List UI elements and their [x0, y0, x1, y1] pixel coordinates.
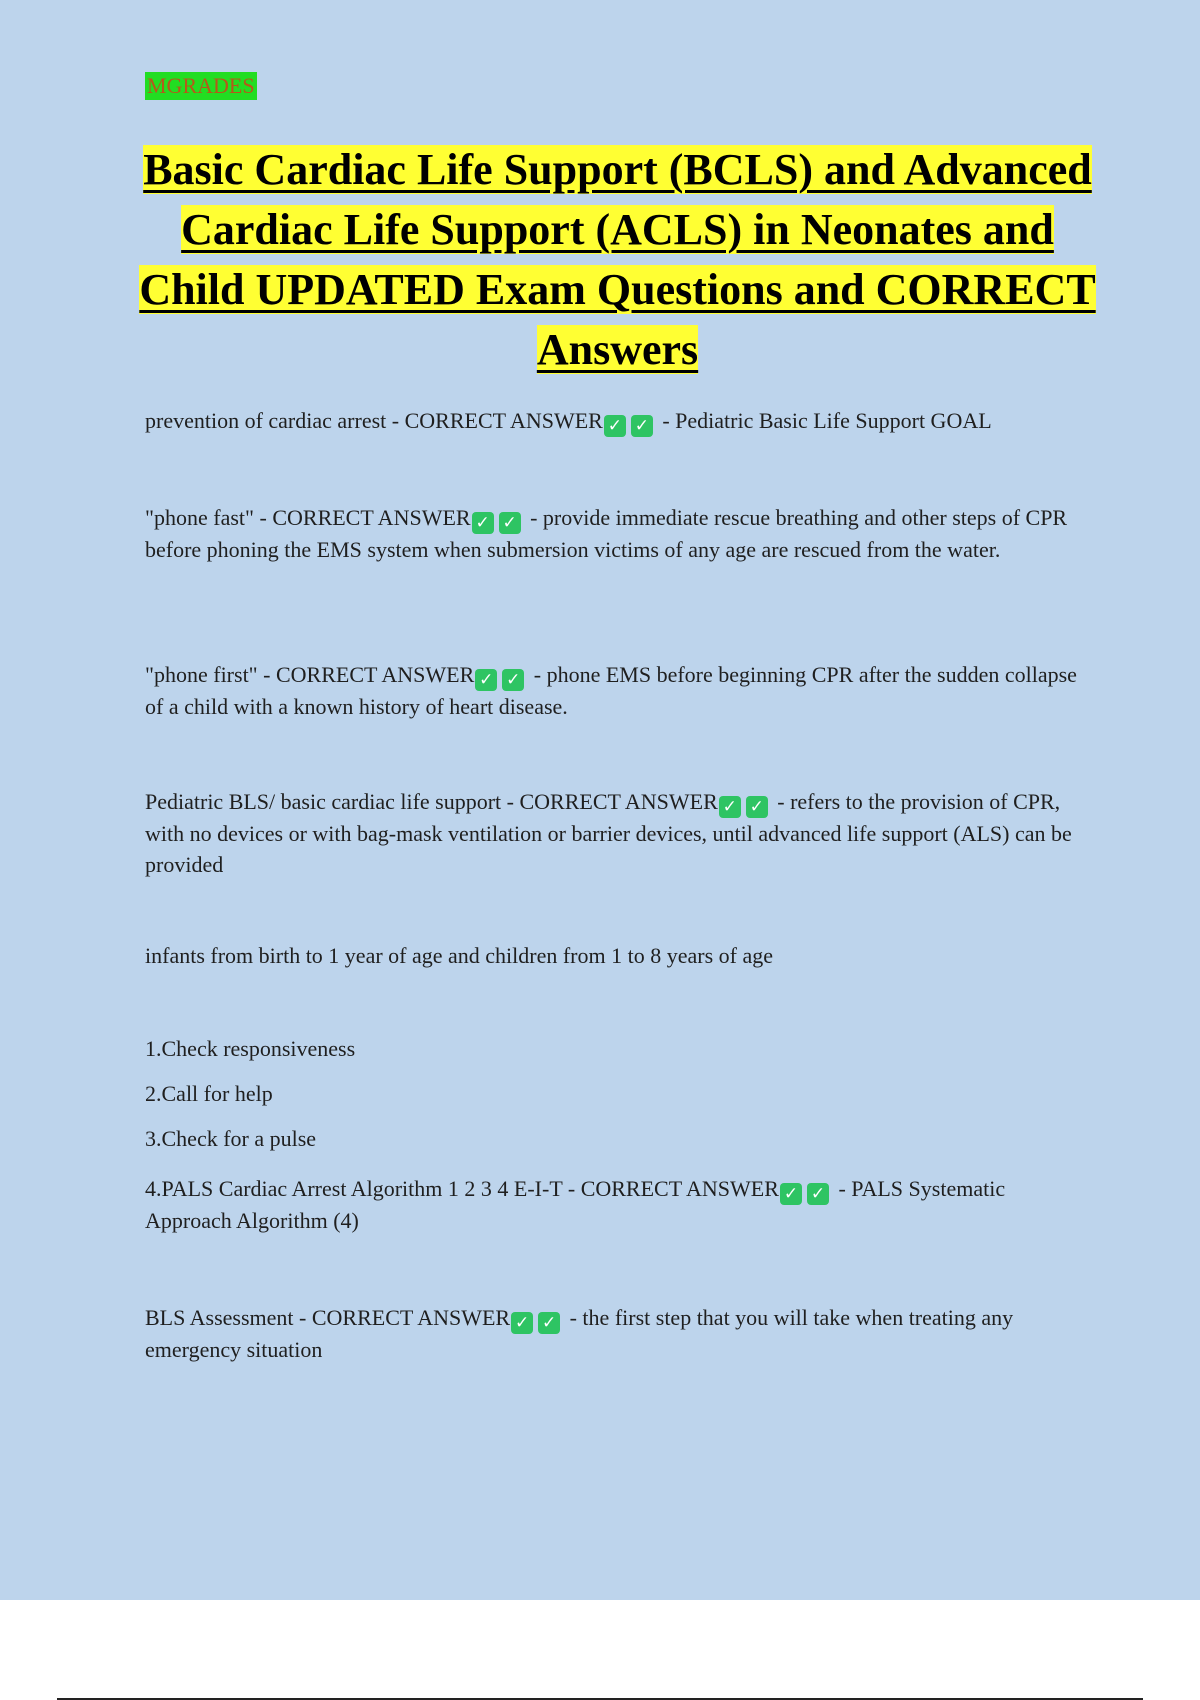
- qa-item: [145, 940, 1095, 971]
- answer-text: - refers to the provision of CPR, with no devices or with bag-mask ventilation or barrier devices, until advanced life support (ALS) can be provided: [145, 789, 1072, 877]
- answer-text: - provide immediate rescue breathing and other steps of CPR before phoning the EMS system when submersion victims of any age are rescued from the water.: [145, 505, 1068, 562]
- list-item: [145, 1033, 1095, 1064]
- check-square-icon: ✓: [502, 669, 524, 691]
- answer-text: - Pediatric Basic Life Support GOAL: [656, 408, 992, 433]
- brand-label: MGRADES: [147, 73, 255, 98]
- check-square-icon: ✓: [807, 1183, 829, 1205]
- question-text: BLS Assessment -: [145, 1305, 312, 1330]
- question-text: "phone fast" -: [145, 505, 273, 530]
- list-text: 3.Check for a pulse: [145, 1126, 317, 1151]
- check-square-icon: ✓: [499, 512, 521, 534]
- answer-text: - phone EMS before beginning CPR after the sudden collapse of a child with a known history of heart disease.: [145, 662, 1077, 719]
- answer-text: - the first step that you will take when treating any emergency situation: [145, 1305, 1014, 1362]
- qa-item: [145, 1173, 1095, 1236]
- answer-marker: CORRECT ANSWER: [580, 1176, 779, 1201]
- check-square-icon: ✓: [746, 796, 768, 818]
- check-square-icon: ✓: [472, 512, 494, 534]
- answer-marker: CORRECT ANSWER: [404, 408, 603, 433]
- list-text: 2.Call for help: [145, 1081, 273, 1106]
- question-text: Pediatric BLS/ basic cardiac life support -: [145, 789, 520, 814]
- list-text: infants from birth to 1 year of age and children from 1 to 8 years of age: [145, 943, 774, 968]
- qa-item: [145, 659, 1095, 722]
- answer-marker: CORRECT ANSWER: [519, 789, 718, 814]
- qa-item: [145, 405, 1095, 437]
- check-square-icon: ✓: [631, 415, 653, 437]
- answer-marker: CORRECT ANSWER: [276, 662, 475, 687]
- check-square-icon: ✓: [475, 669, 497, 691]
- qa-item: [145, 786, 1095, 880]
- answer-text: - PALS Systematic Approach Algorithm (4): [145, 1176, 1006, 1233]
- qa-item: [145, 1302, 1095, 1365]
- title-text: Basic Cardiac Life Support (BCLS) and Advanced Cardiac Life Support (ACLS) in Neonates and Child UPDATED Exam Questions and CORRECT Answers: [139, 145, 1096, 374]
- list-item: [145, 1078, 1095, 1109]
- check-square-icon: ✓: [538, 1312, 560, 1334]
- list-text: 1.Check responsiveness: [145, 1036, 356, 1061]
- document-title: [130, 140, 1105, 380]
- list-item: [145, 1123, 1095, 1154]
- answer-marker: CORRECT ANSWER: [311, 1305, 511, 1330]
- question-text: 4.PALS Cardiac Arrest Algorithm 1 2 3 4 E-I-T -: [145, 1176, 581, 1201]
- question-text: prevention of cardiac arrest -: [145, 408, 405, 433]
- check-square-icon: ✓: [511, 1312, 533, 1334]
- check-square-icon: ✓: [719, 796, 741, 818]
- question-text: "phone first" -: [145, 662, 276, 687]
- answer-marker: CORRECT ANSWER: [272, 505, 471, 530]
- check-square-icon: ✓: [780, 1183, 802, 1205]
- check-square-icon: ✓: [604, 415, 626, 437]
- qa-item: [145, 502, 1095, 565]
